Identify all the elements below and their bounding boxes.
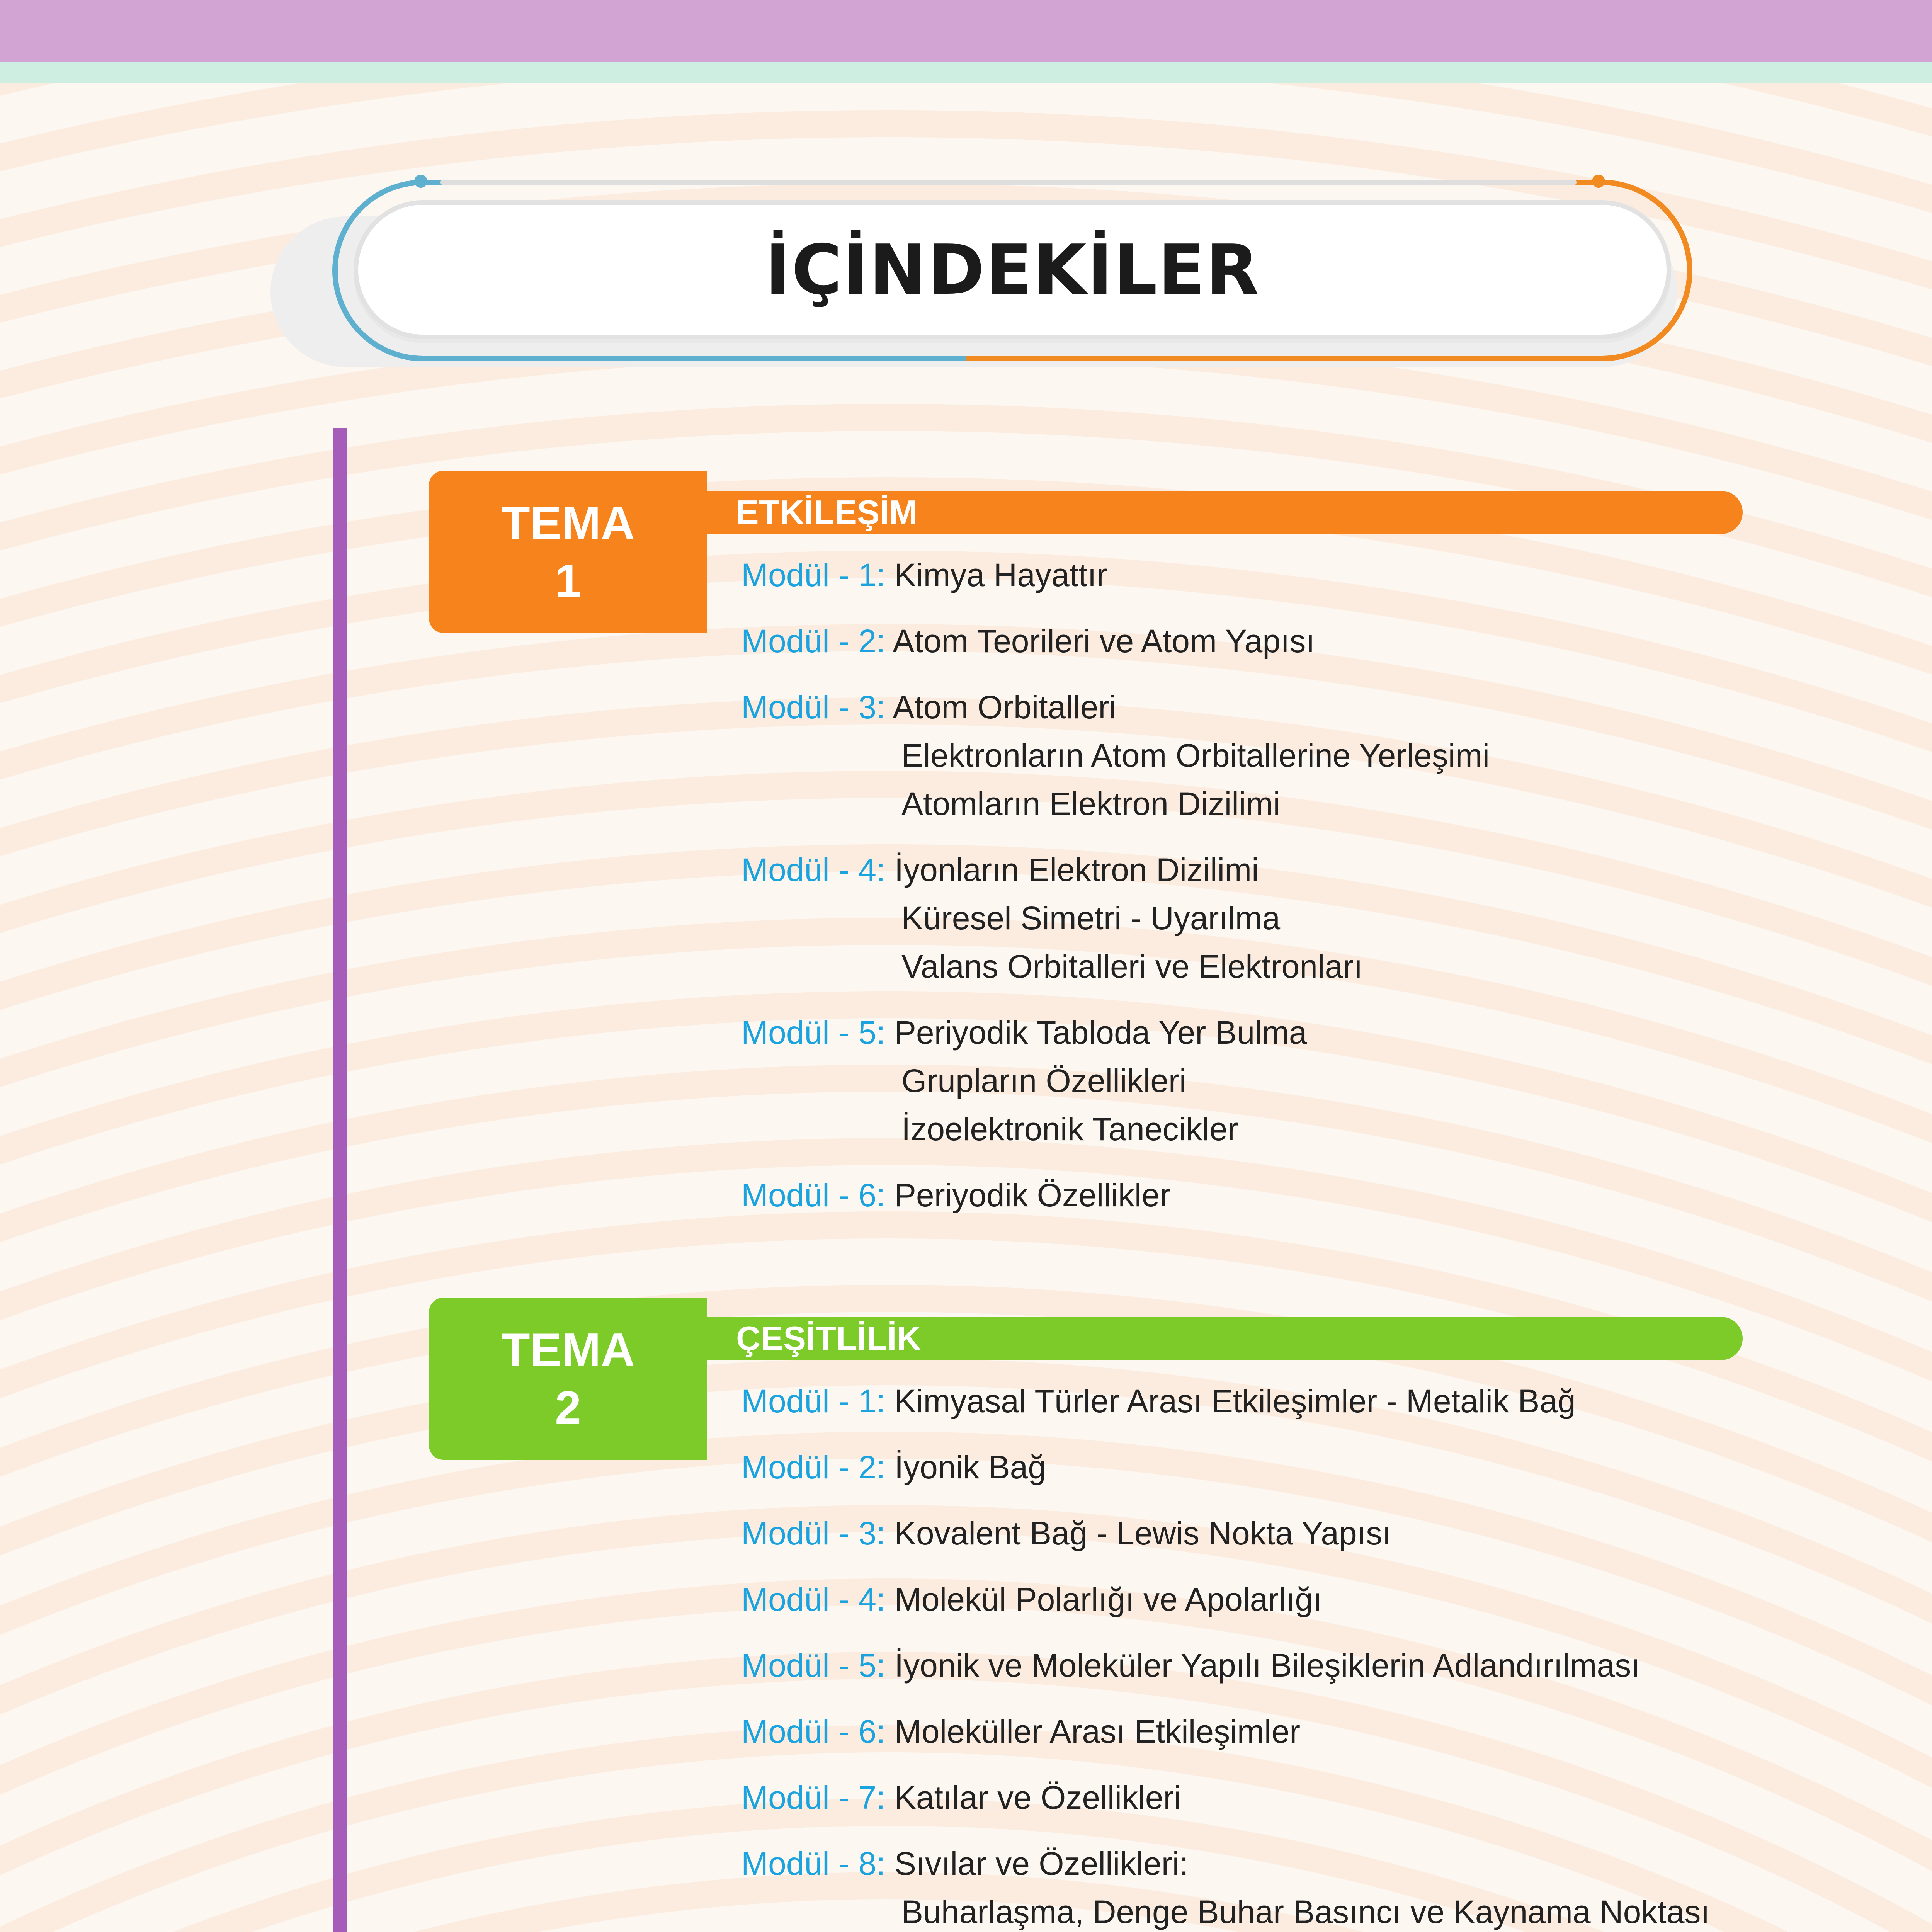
tema-2-module-list [741,1377,1748,1932]
module-label: Modül - 2: [741,623,886,659]
module-entry [741,1509,1748,1558]
module-entry [741,1774,1748,1822]
header-stripe-mint [0,62,1932,83]
module-label: Modül - 1: [741,557,886,593]
module-label: Modül - 3: [741,1515,886,1551]
title-frame-dot-orange [1592,175,1605,188]
module-title [741,1377,1748,1425]
module-title [741,846,1490,894]
module-text: Buharlaşma, Denge Buhar Basıncı ve Kaynama Noktası [901,1894,1710,1930]
module-label: Modül - 6: [741,1177,886,1213]
module-text: İyonik ve Moleküler Yapılı Bileşiklerin Adlandırılması [894,1647,1640,1684]
tema-1-module-list [741,551,1490,1237]
module-label: Modül - 4: [741,852,886,888]
module-entry [741,617,1490,665]
title-frame-top-line [440,180,1577,185]
module-label: Modül - 2: [741,1449,886,1485]
tema-number: 2 [555,1381,581,1434]
module-entry [741,1009,1490,1153]
title-frame-dot-blue [414,175,427,188]
module-entry [741,1840,1748,1932]
module-text: Periyodik Özellikler [894,1177,1171,1213]
title-banner [354,200,1671,339]
module-entry [741,846,1490,991]
module-text: Molekül Polarlığı ve Apolarlığı [894,1581,1322,1617]
module-subtopic [741,1057,1490,1105]
module-label: Modül - 5: [741,1014,886,1051]
module-text: Elektronların Atom Orbitallerine Yerleşimi [901,737,1490,774]
module-subtopic [741,1888,1748,1932]
module-subtopic [741,894,1490,942]
module-text: Atom Teorileri ve Atom Yapısı [893,623,1315,659]
module-label: Modül - 7: [741,1779,886,1816]
module-title [741,683,1490,731]
module-subtopic [741,1105,1490,1153]
module-text: Sıvılar ve Özellikleri: [894,1845,1189,1882]
section-title-etkilesim: ETKİLEŞİM [688,491,1743,534]
module-entry [741,1708,1748,1756]
module-text: Moleküller Arası Etkileşimler [894,1713,1301,1750]
module-title [741,1509,1748,1558]
module-label: Modül - 5: [741,1647,886,1684]
tema-label: TEMA [501,1323,635,1376]
module-text: Kimya Hayattır [894,557,1107,593]
module-label: Modül - 4: [741,1581,886,1617]
page-title: İÇİNDEKİLER [765,230,1260,310]
module-entry [741,1443,1748,1492]
module-text: İyonların Elektron Dizilimi [894,852,1259,888]
section-title-cesitlilik: ÇEŞİTLİLİK [688,1317,1743,1360]
module-entry [741,551,1490,599]
module-label: Modül - 1: [741,1383,886,1419]
module-text: Kovalent Bağ - Lewis Nokta Yapısı [894,1515,1391,1551]
module-text: İyonik Bağ [894,1449,1046,1485]
module-title [741,1009,1490,1057]
module-entry [741,1171,1490,1219]
tema-number: 1 [555,554,581,607]
module-title [741,1443,1748,1492]
module-label: Modül - 8: [741,1845,886,1882]
header-stripe-purple [0,0,1932,62]
module-text: Grupların Özellikleri [901,1063,1187,1099]
module-entry [741,683,1490,828]
module-subtopic [741,731,1490,780]
module-text: Periyodik Tabloda Yer Bulma [894,1014,1307,1051]
module-entry [741,1641,1748,1690]
module-subtopic [741,780,1490,828]
module-title [741,1575,1748,1624]
module-text: Kimyasal Türler Arası Etkileşimler - Metalik Bağ [894,1383,1576,1419]
module-label: Modül - 3: [741,689,886,725]
module-entry [741,1575,1748,1624]
module-title [741,1708,1748,1756]
tema-2-badge [429,1298,707,1460]
module-title [741,1774,1748,1822]
module-title [741,617,1490,665]
tema-1-badge [429,471,707,633]
module-text: İzoelektronik Tanecikler [901,1111,1238,1147]
module-entry [741,1377,1748,1425]
module-text: Küresel Simetri - Uyarılma [901,900,1281,936]
module-subtopic [741,942,1490,991]
module-title [741,1641,1748,1690]
module-title [741,1840,1748,1888]
timeline-bar [333,428,347,1932]
module-text: Atomların Elektron Dizilimi [901,786,1281,822]
module-label: Modül - 6: [741,1713,886,1750]
module-title [741,551,1490,599]
module-title [741,1171,1490,1219]
module-text: Valans Orbitalleri ve Elektronları [901,948,1363,985]
tema-label: TEMA [501,497,635,549]
module-text: Katılar ve Özellikleri [894,1779,1182,1816]
module-text: Atom Orbitalleri [893,689,1117,725]
